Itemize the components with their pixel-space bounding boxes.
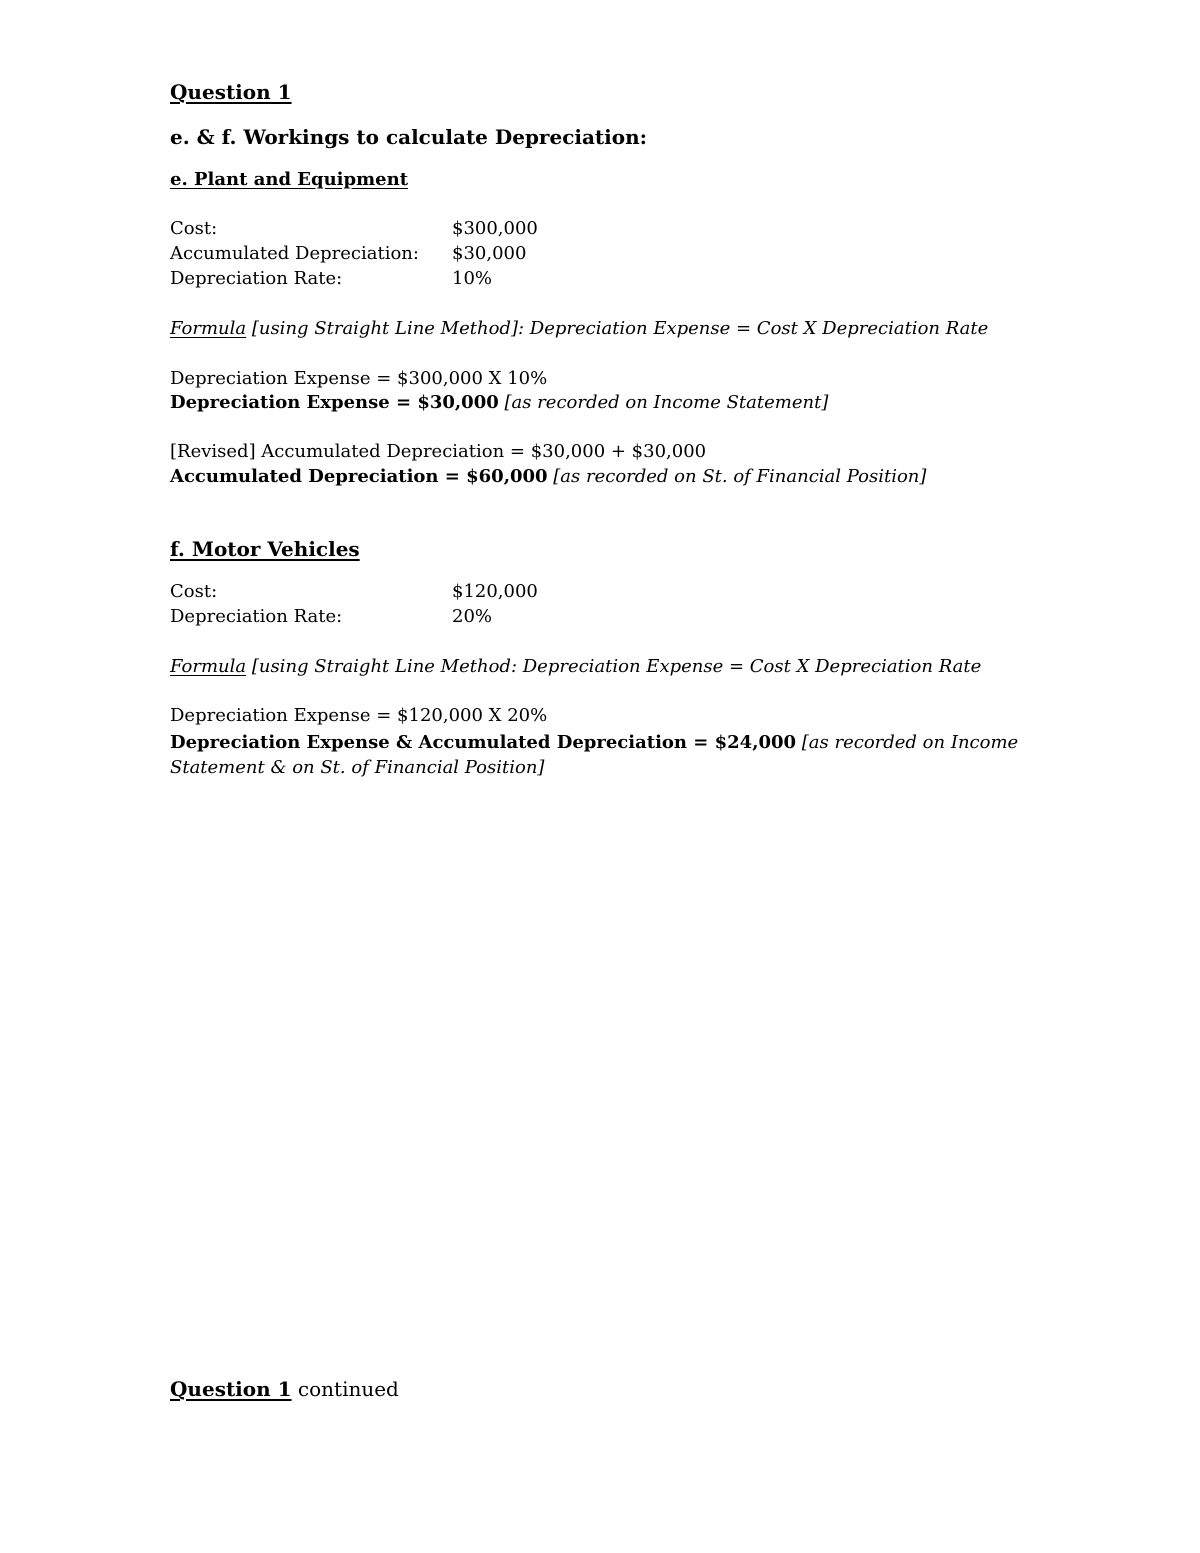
- plant-cost-label: Cost:: [170, 218, 218, 239]
- motor-result-bold: Depreciation Expense & Accumulated Depreciation = $24,000: [170, 732, 797, 753]
- plant-result-bold: Depreciation Expense = $30,000: [170, 392, 499, 413]
- plant-calc-line: Depreciation Expense = $300,000 X 10%: [170, 368, 548, 389]
- plant-heading: e. Plant and Equipment: [170, 169, 409, 190]
- motor-formula-label: Formula: [170, 656, 247, 677]
- section-title: e. & f. Workings to calculate Depreciation:: [170, 125, 648, 149]
- motor-rate-label: Depreciation Rate:: [170, 606, 343, 627]
- plant-rate-value: 10%: [452, 268, 493, 289]
- plant-formula-text: [using Straight Line Method]: Depreciation Expense = Cost X Depreciation Rate: [246, 318, 989, 339]
- motor-rate-value: 20%: [452, 606, 493, 627]
- motor-result-note: [as recorded on Income Statement & on St. of Financial Position]: [170, 732, 1019, 778]
- motor-result: [170, 730, 1070, 780]
- motor-calc-line: Depreciation Expense = $120,000 X 20%: [170, 705, 548, 726]
- plant-revised-line: [Revised] Accumulated Depreciation = $30,000 + $30,000: [170, 441, 707, 462]
- motor-heading: f. Motor Vehicles: [170, 537, 360, 561]
- plant-cost-value: $300,000: [452, 218, 538, 239]
- plant-accum-label: Accumulated Depreciation:: [170, 243, 419, 264]
- plant-accum-note: [as recorded on St. of Financial Position]: [547, 466, 927, 487]
- question-title: Question 1: [170, 80, 292, 104]
- motor-cost-value: $120,000: [452, 581, 538, 602]
- footer-title: Question 1: [170, 1377, 292, 1401]
- plant-formula-label: Formula: [170, 318, 247, 339]
- footer-suffix: continued: [291, 1377, 399, 1401]
- plant-formula: [170, 318, 988, 339]
- plant-result: [170, 392, 828, 413]
- motor-formula: [170, 656, 981, 677]
- plant-rate-label: Depreciation Rate:: [170, 268, 343, 289]
- footer-continued: [170, 1377, 399, 1401]
- motor-formula-text: [using Straight Line Method: Depreciation Expense = Cost X Depreciation Rate: [246, 656, 982, 677]
- plant-accum-result: [170, 466, 926, 487]
- plant-accum-bold: Accumulated Depreciation = $60,000: [170, 466, 548, 487]
- plant-accum-value: $30,000: [452, 243, 527, 264]
- motor-cost-label: Cost:: [170, 581, 218, 602]
- plant-result-note: [as recorded on Income Statement]: [498, 392, 829, 413]
